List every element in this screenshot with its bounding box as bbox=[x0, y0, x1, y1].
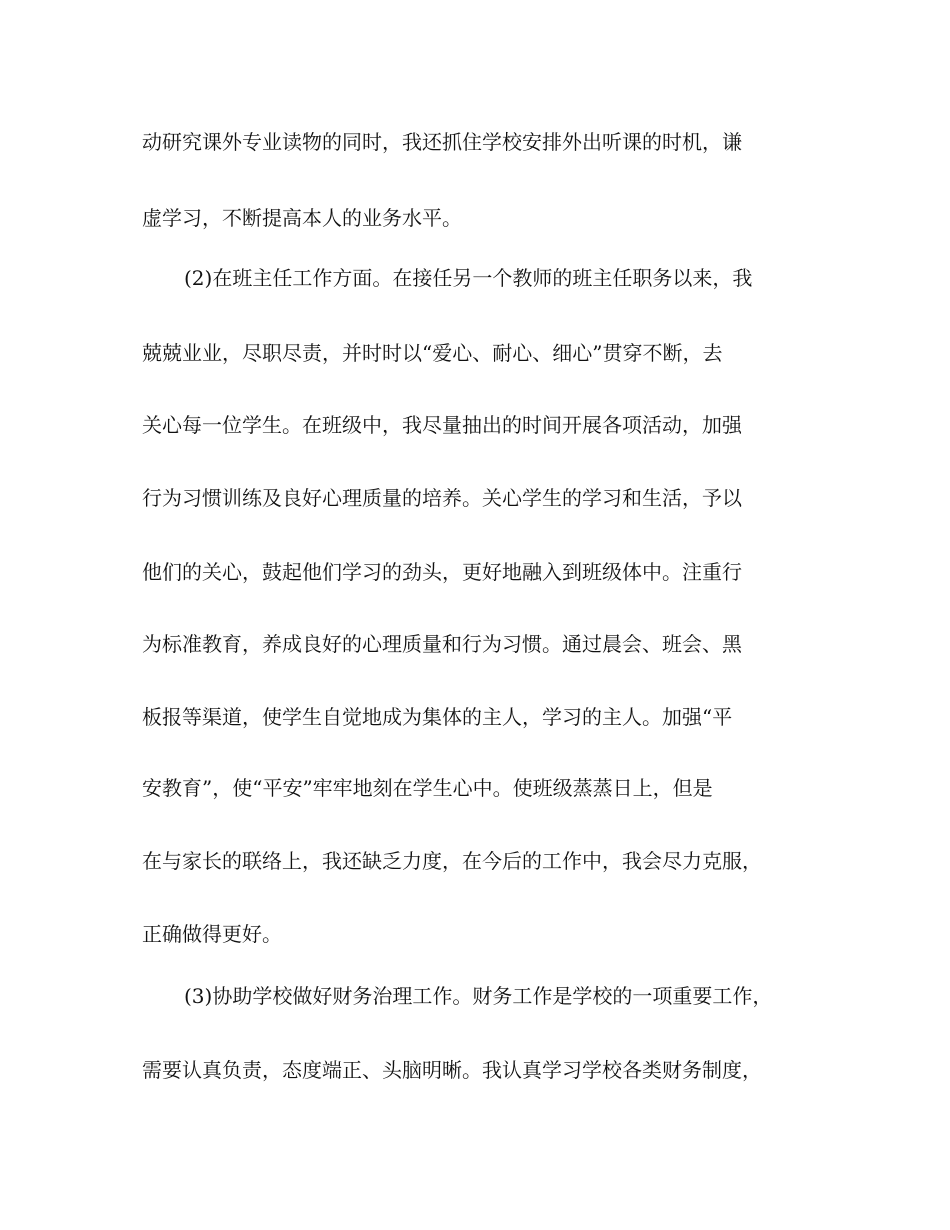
text-line: 兢兢业业，尽职尽责，并时时以“爱心、耐心、细心”贯穿不断，去 bbox=[142, 341, 723, 365]
text-line: 需要认真负责，态度端正、头脑明晰。我认真学习学校各类财务制度， bbox=[142, 1058, 762, 1082]
text-line: 安教育”，使“平安”牢牢地刻在学生心中。使班级蒸蒸日上，但是 bbox=[142, 776, 713, 800]
text-line: 为标准教育，养成良好的心理质量和行为习惯。通过晨会、班会、黑 bbox=[142, 632, 742, 656]
text-line: 虚学习，不断提高本人的业务水平。 bbox=[142, 206, 462, 230]
text-line: (2)在班主任工作方面。在接任另一个教师的班主任职务以来，我 bbox=[184, 266, 753, 290]
text-line: 在与家长的联络上，我还缺乏力度，在今后的工作中，我会尽力克服， bbox=[142, 849, 762, 873]
text-line: 他们的关心，鼓起他们学习的劲头，更好地融入到班级体中。注重行 bbox=[142, 560, 742, 584]
text-line: (3)协助学校做好财务治理工作。财务工作是学校的一项重要工作， bbox=[184, 984, 773, 1008]
text-line: 正确做得更好。 bbox=[142, 922, 282, 946]
text-line: 板报等渠道，使学生自觉地成为集体的主人，学习的主人。加强“平 bbox=[142, 705, 733, 729]
text-line: 行为习惯训练及良好心理质量的培养。关心学生的学习和生活，予以 bbox=[142, 486, 742, 510]
text-line: 动研究课外专业读物的同时，我还抓住学校安排外出听课的时机，谦 bbox=[142, 130, 742, 154]
text-line: 关心每一位学生。在班级中，我尽量抽出的时间开展各项活动，加强 bbox=[142, 413, 742, 437]
